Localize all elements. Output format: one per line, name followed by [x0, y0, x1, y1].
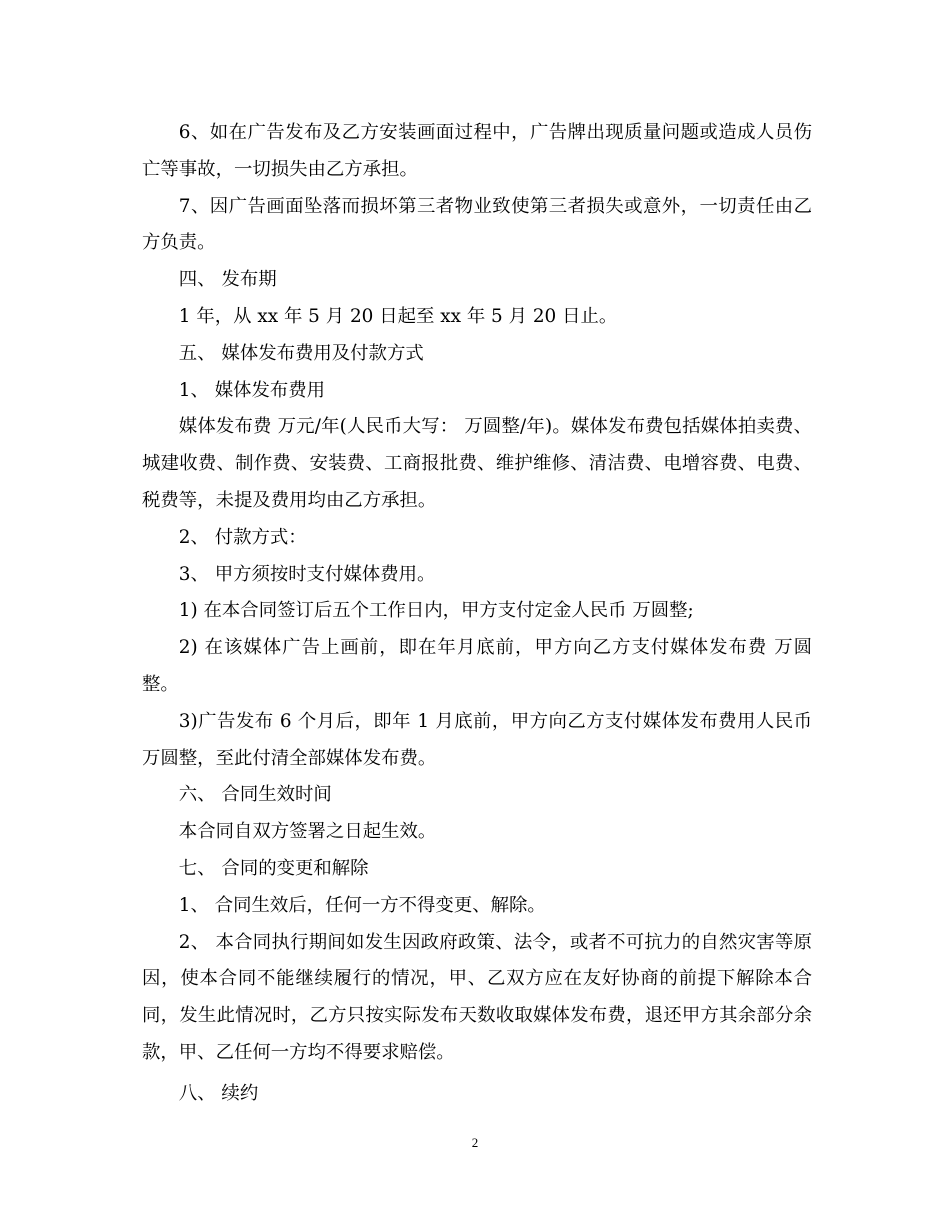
section-heading-effective-date: 六、 合同生效时间 [178, 784, 332, 806]
paragraph-clause-7: 7、因广告画面坠落而损坏第三者物业致使第三者损失或意外，一切责任由乙方负责。 [142, 195, 812, 254]
paragraph-force-majeure: 2、 本合同执行期间如发生因政府政策、法令，或者不可抗力的自然灾害等原因，使本合同不能继续履行的情况，甲、乙双方应在友好协商的前提下解除本合同，发生此情况时，乙方只按实际发布天数收取媒体发布费，退还甲方其余部分余款，甲、乙任何一方均不得要求赔偿。 [142, 931, 812, 1063]
paragraph-no-change: 1、 合同生效后，任何一方不得变更、解除。 [178, 894, 546, 916]
paragraph-clause-6: 6、如在广告发布及乙方安装画面过程中，广告牌出现质量问题或造成人员伤亡等事故，一切损失由乙方承担。 [142, 122, 812, 180]
paragraph-effective-date: 本合同自双方签署之日起生效。 [178, 821, 437, 843]
paragraph-publication-period: 1 年，从 xx 年 5 月 20 日起至 xx 年 5 月 20 日止。 [178, 305, 618, 327]
paragraph-payment-final: 3)广告发布 6 个月后，即年 1 月底前，甲方向乙方支付媒体发布费用人民币 万圆整，至此付清全部媒体发布费。 [142, 710, 812, 769]
section-heading-publication-period: 四、 发布期 [178, 269, 277, 291]
paragraph-payment-on-time: 3、 甲方须按时支付媒体费用。 [178, 563, 436, 585]
section-heading-fees-payment: 五、 媒体发布费用及付款方式 [178, 342, 424, 364]
subheading-media-fees: 1、 媒体发布费用 [178, 379, 326, 401]
paragraph-payment-deposit: 1) 在本合同签订后五个工作日内，甲方支付定金人民币 万圆整; [178, 600, 694, 622]
section-heading-change-termination: 七、 合同的变更和解除 [178, 857, 369, 879]
page-number: 2 [471, 1135, 479, 1150]
subheading-payment-method: 2、 付款方式： [178, 526, 307, 548]
section-heading-renewal: 八、 续约 [178, 1082, 259, 1104]
paragraph-payment-before-install: 2) 在该媒体广告上画前，即在年月底前，甲方向乙方支付媒体发布费 万圆整。 [142, 637, 812, 695]
paragraph-media-fees: 媒体发布费 万元/年(人民币大写： 万圆整/年)。媒体发布费包括媒体拍卖费、城建收费、制作费、安装费、工商报批费、维护维修、清洁费、电增容费、电费、税费等，未提及费用均由乙方承担。 [142, 416, 812, 511]
document-body [142, 115, 812, 1113]
